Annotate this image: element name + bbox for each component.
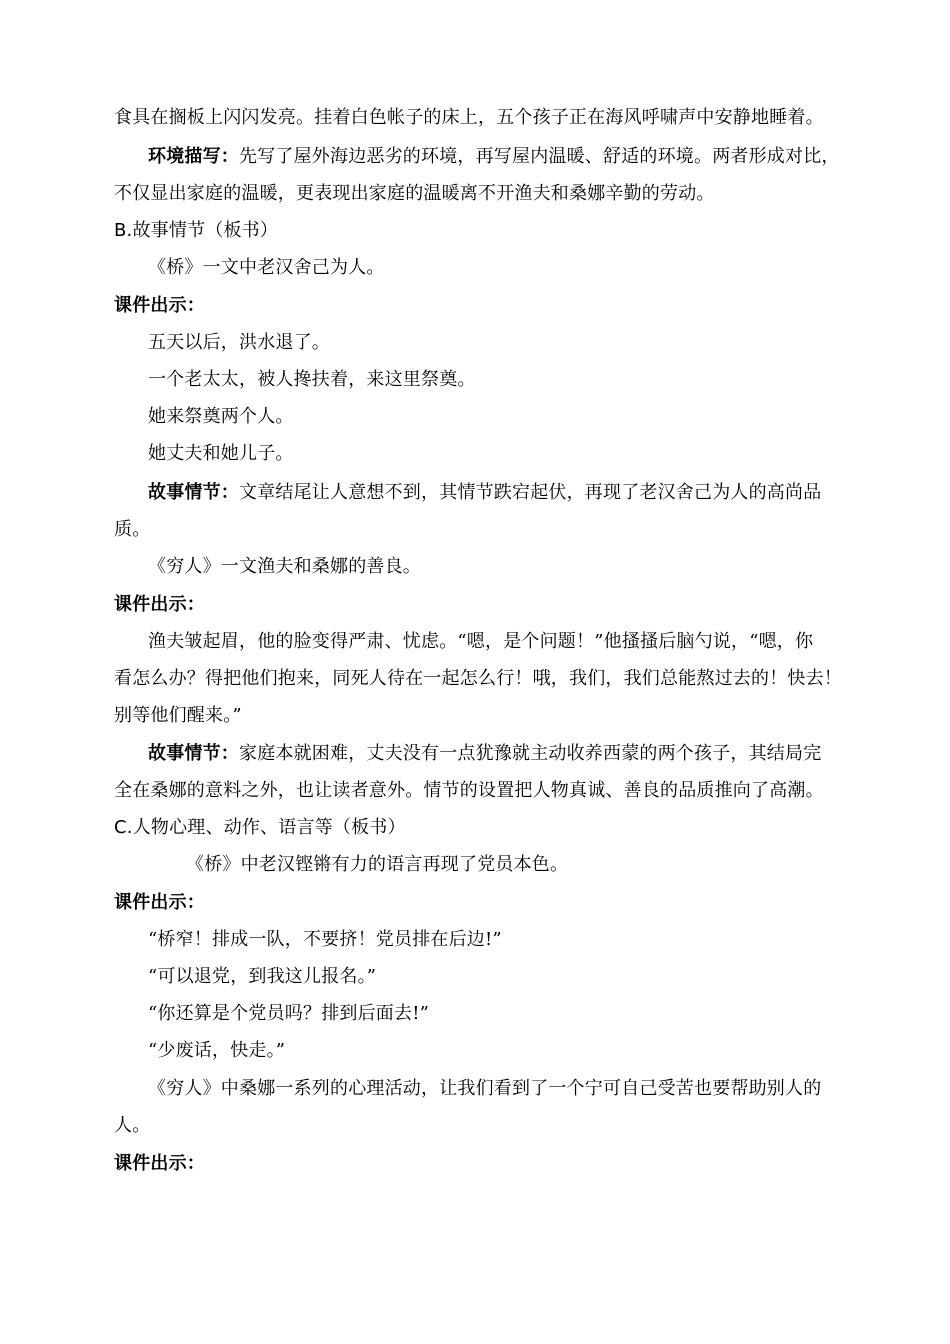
text-line: 家庭本就困难，丈夫没有一点犹豫就主动收养西蒙的两个孩子，其结局完 [239,743,822,764]
text-line: 渔夫皱起眉，他的脸变得严肃、忧虑。“嗯，是个问题！”他搔搔后脑勺说，“嗯，你 [148,631,814,652]
label-courseware: 课件出示： [114,295,205,316]
text-line: 《桥》中老汉铿锵有力的语言再现了党员本色。 [186,854,569,875]
label-story-plot: 故事情节： [148,482,239,503]
paragraph-plot-1 [148,481,908,505]
text-line: 先写了屋外海边恶劣的环境，再写屋内温暖、舒适的环境。两者形成对比， [239,146,840,167]
label-courseware: 课件出示： [114,892,205,913]
text-line: 看怎么办？得把他们抱来，同死人待在一起怎么行！哦，我们，我们总能熬过去的！快去！ [114,668,842,689]
text-line: 她丈夫和她儿子。 [148,443,294,464]
label-courseware: 课件出示： [114,1153,205,1174]
text-line: 文章结尾让人意想不到，其情节跌宕起伏，再现了老汉舍己为人的高尚品 [239,482,822,503]
text-line: “桥窄！排成一队，不要挤！党员排在后边!” [148,929,502,950]
text-line: 不仅显出家庭的温暖，更表现出家庭的温暖离不开渔夫和桑娜辛勤的劳动。 [114,183,715,204]
text-line: 《桥》一文中老汉舍己为人。 [148,257,385,278]
text-line: 别等他们醒来。” [114,705,242,726]
text-line: “你还算是个党员吗？排到后面去!” [148,1003,430,1024]
text-line: 她来祭奠两个人。 [148,406,294,427]
text-line: “少废话，快走。” [148,1040,286,1061]
text-line: “可以退党，到我这儿报名。” [148,966,377,987]
section-heading-c: C.人物心理、动作、语言等（板书） [114,817,406,838]
text-line: 《穷人》一文渔夫和桑娜的善良。 [148,556,421,577]
paragraph-environment [148,145,908,169]
text-line: 质。 [114,519,151,540]
text-line: 五天以后，洪水退了。 [148,332,330,353]
section-heading-b: B.故事情节（板书） [114,220,279,241]
text-line: 一个老太太，被人搀扶着，来这里祭奠。 [148,369,476,390]
text-line: 食具在搁板上闪闪发亮。挂着白色帐子的床上，五个孩子正在海风呼啸声中安静地睡着。 [114,107,824,128]
label-story-plot: 故事情节： [148,743,239,764]
text-line: 《穷人》中桑娜一系列的心理活动，让我们看到了一个宁可自己受苦也要帮助别人的 [148,1078,822,1099]
label-courseware: 课件出示： [114,594,205,615]
paragraph-plot-2 [148,742,908,766]
text-line: 人。 [114,1115,151,1136]
label-environment-description: 环境描写： [148,146,239,167]
text-line: 全在桑娜的意料之外，也让读者意外。情节的设置把人物真诚、善良的品质推向了高潮。 [114,780,824,801]
